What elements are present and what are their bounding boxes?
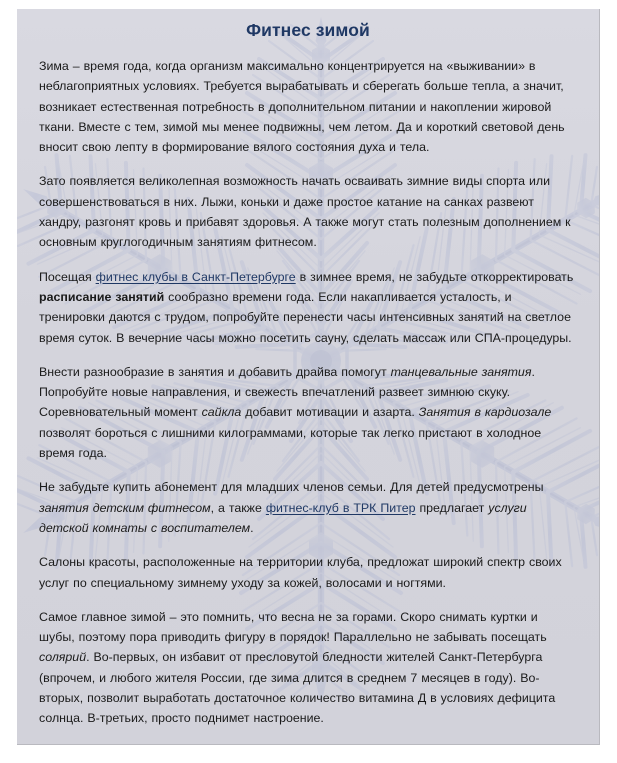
italic-text: сайкла [201, 405, 242, 420]
paragraph [39, 362, 577, 463]
text-run: Зато появляется великолепная возможность начать осваивать зимние виды спорта или совершенствоваться в них. Лыжи, коньки и даже простое катание на санках развеют хандру, разгонят кровь и прибавят здоровья. А также могут стать полезным дополнением к основным круглогодичным занятиям фитнесом. [39, 174, 571, 250]
paragraph [39, 552, 577, 593]
text-run: . [250, 520, 254, 535]
italic-text: Занятия в кардиозале [418, 405, 552, 420]
text-run: , а также [210, 500, 266, 515]
text-run: Не забудьте купить абонемент для младших членов семьи. Для детей предусмотрены [39, 480, 544, 495]
italic-text: услуги детской комнаты с воспитателем [39, 500, 527, 535]
inline-link[interactable]: фитнес-клуб в ТРК Питер [265, 500, 416, 515]
text-run: Внести разнообразие в занятия и добавить драйва помогут [39, 364, 391, 379]
inline-link[interactable]: фитнес клубы в Санкт-Петербурге [95, 269, 296, 284]
text-run: . Во-первых, он избавит от пресловутой бледности жителей Санкт-Петербурга (впрочем, и любого жителя России, где зима длится в среднем 7 месяцев в году). Во-вторых, позволит выработать достаточное количество витамина Д в условиях дефицита солнца. В-третьих, просто поднимет настроение. [39, 650, 556, 726]
bold-text: расписание занятий [39, 289, 165, 304]
paragraph [39, 607, 577, 729]
paragraph [39, 477, 577, 538]
text-run: позволят бороться с лишними килограммами, которые так легко пристают в холодное время года. [39, 425, 542, 461]
text-run: Зима – время года, когда организм максимально концентрируется на «выживании» в неблагоприятных условиях. Требуется вырабатывать и сберегать больше тепла, а значит, возникает естественная потребность в дополнительном питании и накоплении жировой ткани. Вместе с тем, зимой мы менее подвижны, чем летом. Да и короткий световой день вносит свою лепту в формирование вялого состояния духа и тела. [39, 59, 565, 155]
italic-text: занятия детским фитнесом [39, 500, 211, 515]
paragraph [39, 171, 577, 252]
page-title: Фитнес зимой [246, 20, 370, 40]
italic-text: танцевальные занятия [390, 364, 532, 379]
document-content [17, 9, 599, 729]
text-run: Самое главное зимой – это помнить, что весна не за горами. Скоро снимать куртки и шубы, поэтому пора приводить фигуру в порядок! Параллельно не забывать посещать [39, 609, 547, 645]
text-run: сообразно времени года. Если накапливается усталость, и тренировки даются с трудом, попробуйте перенести часы интенсивных занятий на светлое время суток. В вечерние часы можно посетить сауну, сделать массаж или СПА-процедуры. [39, 289, 572, 345]
text-run: в зимнее время, не забудьте откорректировать [295, 269, 574, 284]
paragraph [39, 56, 577, 157]
article-panel [17, 9, 600, 745]
text-run: Посещая [39, 269, 96, 284]
italic-text: солярий [39, 650, 87, 665]
text-run: предлагает [415, 500, 489, 515]
text-run: . Попробуйте новые направления, и свежесть впечатлений развеет зимнюю скуку. Соревновательный момент [39, 364, 535, 420]
paragraph [39, 267, 577, 348]
text-run: добавит мотивации и азарта. [241, 405, 419, 420]
text-run: Салоны красоты, расположенные на территории клуба, предложат широкий спектр своих услуг по специальному зимнему уходу за кожей, волосами и ногтями. [39, 555, 562, 590]
